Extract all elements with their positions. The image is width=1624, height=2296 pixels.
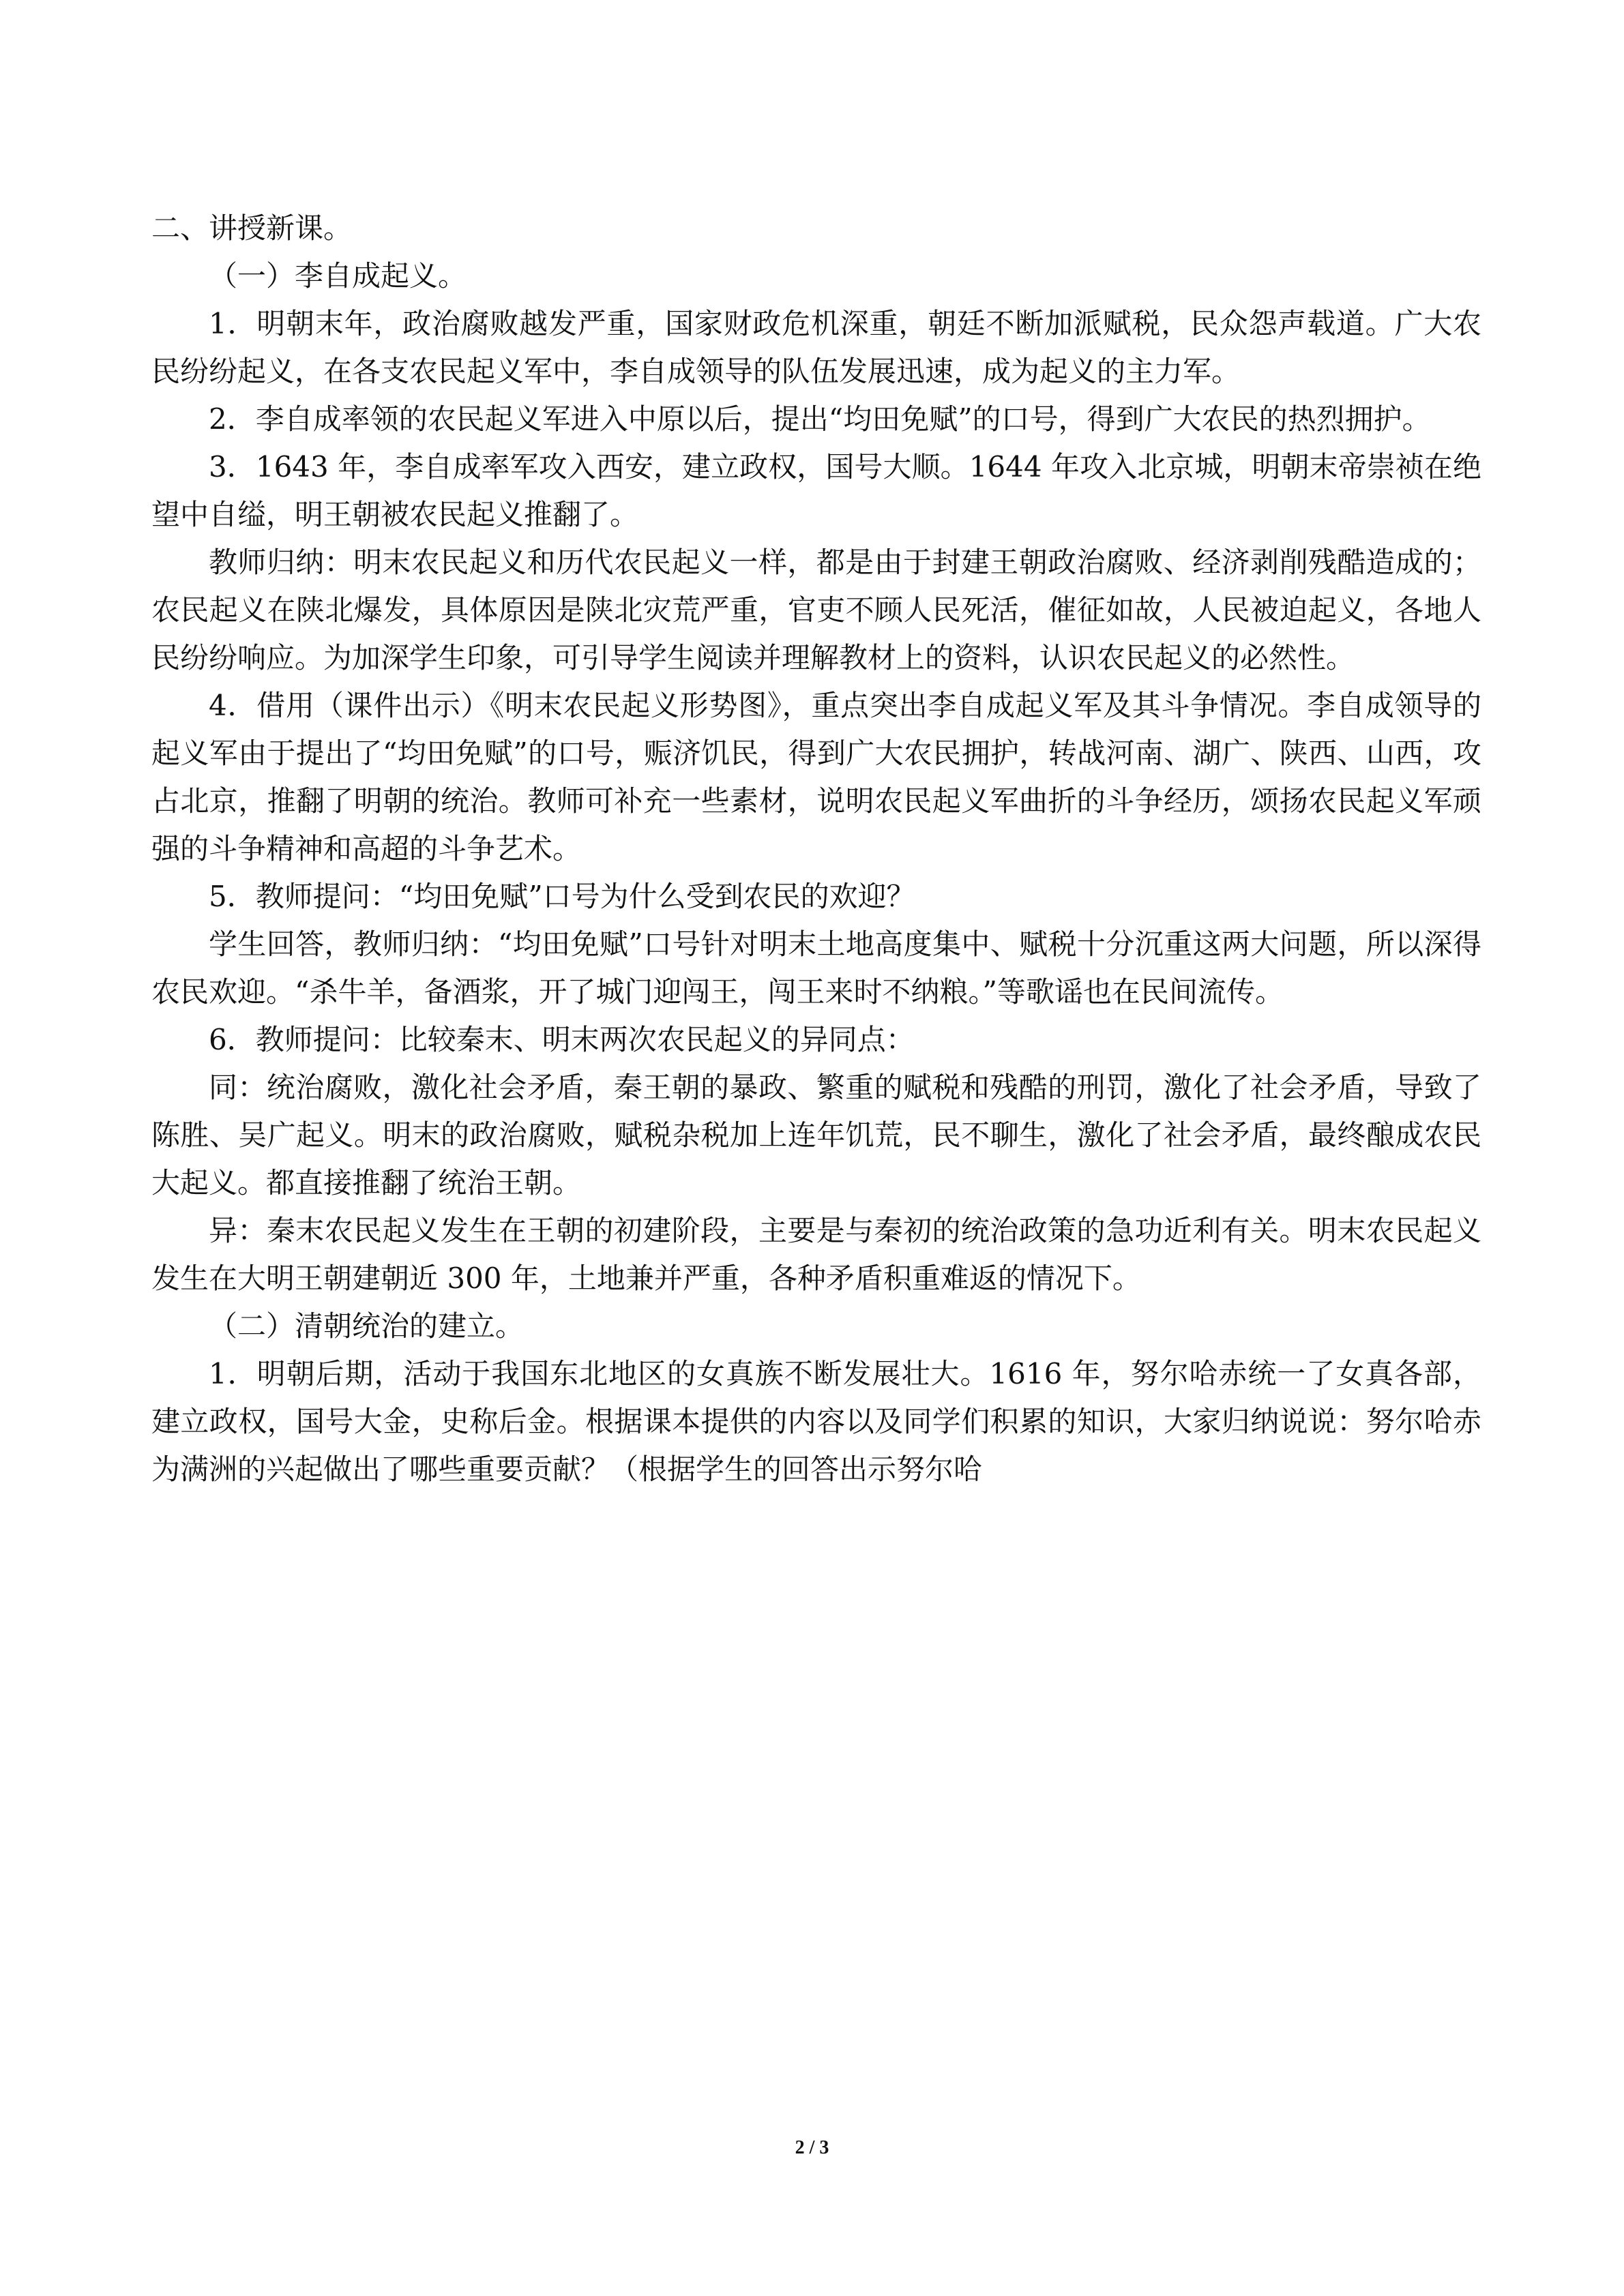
page-number: 2 / 3: [795, 2137, 829, 2158]
paragraph-point-1: 1．明朝末年，政治腐败越发严重，国家财政危机深重，朝廷不断加派赋税，民众怨声载道。广大农民纷纷起义，在各支农民起义军中，李自成领导的队伍发展迅速，成为起义的主力军。: [151, 307, 1481, 388]
paragraph-student-answer: 学生回答，教师归纳：“均田免赋”口号针对明末土地高度集中、赋税十分沉重这两大问题，所以深得农民欢迎。“杀牛羊，备酒浆，开了城门迎闯王，闯王来时不纳粮。”等歌谣也在民间流传。: [151, 927, 1481, 1009]
paragraph-differences: 异：秦末农民起义发生在王朝的初建阶段，主要是与秦初的统治政策的急功近利有关。明末农民起义发生在大明王朝建朝近 300 年，土地兼并严重，各种矛盾积重难返的情况下。: [151, 1214, 1481, 1295]
paragraph-point-6: 6．教师提问：比较秦末、明末两次农民起义的异同点：: [209, 1023, 915, 1056]
paragraph-teacher-summary: 教师归纳：明末农民起义和历代农民起义一样，都是由于封建王朝政治腐败、经济剥削残酷造成的；农民起义在陕北爆发，具体原因是陕北灾荒严重，官吏不顾人民死活，催征如故，人民被迫起义，各地人民纷纷响应。为加深学生印象，可引导学生阅读并理解教材上的资料，认识农民起义的必然性。: [151, 546, 1481, 674]
paragraph-point-3: 3．1643 年，李自成率军攻入西安，建立政权，国号大顺。1644 年攻入北京城，明朝末帝崇祯在绝望中自缢，明王朝被农民起义推翻了。: [151, 450, 1481, 531]
subsection-heading-qing-dynasty: （二）清朝统治的建立。: [209, 1309, 525, 1343]
paragraph-point-2: 2．李自成率领的农民起义军进入中原以后，提出“均田免赋”的口号，得到广大农民的热烈拥护。: [209, 402, 1431, 436]
document-body: [151, 205, 1481, 1493]
paragraph-point-5: 5．教师提问：“均田免赋”口号为什么受到农民的欢迎？: [209, 880, 915, 913]
section-heading-new-lesson: 二、讲授新课。: [151, 211, 353, 245]
paragraph-similarities: 同：统治腐败，激化社会矛盾，秦王朝的暴政、繁重的赋税和残酷的刑罚，激化了社会矛盾，导致了陈胜、吴广起义。明末的政治腐败，赋税杂税加上连年饥荒，民不聊生，激化了社会矛盾，最终酿成农民大起义。都直接推翻了统治王朝。: [151, 1071, 1481, 1199]
paragraph-point-4: 4．借用（课件出示）《明末农民起义形势图》，重点突出李自成起义军及其斗争情况。李自成领导的起义军由于提出了“均田免赋”的口号，赈济饥民，得到广大农民拥护，转战河南、湖广、陕西、山西，攻占北京，推翻了明朝的统治。教师可补充一些素材，说明农民起义军曲折的斗争经历，颂扬农民起义军顽强的斗争精神和高超的斗争艺术。: [151, 689, 1481, 865]
paragraph-qing-point-1: 1．明朝后期，活动于我国东北地区的女真族不断发展壮大。1616 年，努尔哈赤统一了女真各部，建立政权，国号大金，史称后金。根据课本提供的内容以及同学们积累的知识，大家归纳说说：努尔哈赤为满洲的兴起做出了哪些重要贡献？（根据学生的回答出示努尔哈: [151, 1357, 1481, 1486]
subsection-heading-li-zicheng: （一）李自成起义。: [209, 259, 467, 293]
